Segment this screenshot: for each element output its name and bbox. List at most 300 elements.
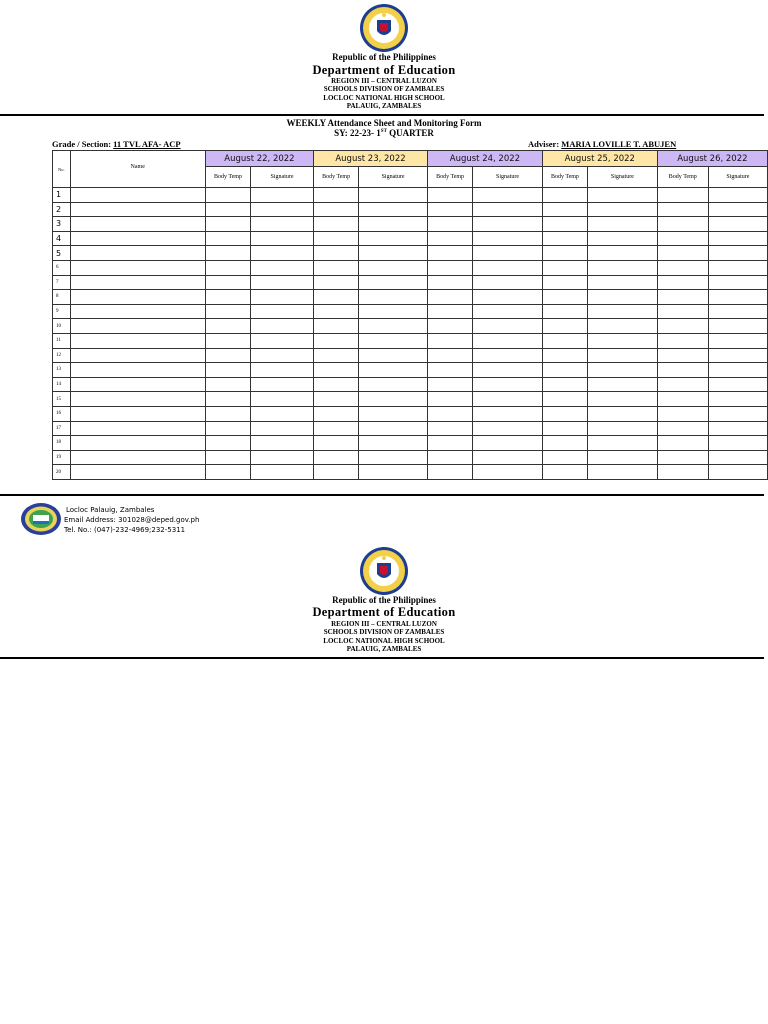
signature-cell[interactable]	[708, 465, 767, 480]
date-header: August 26, 2022	[657, 151, 767, 167]
body-temp-cell[interactable]	[427, 465, 472, 480]
signature-cell[interactable]	[359, 333, 428, 348]
body-temp-cell[interactable]	[427, 246, 472, 261]
signature-cell[interactable]	[251, 246, 314, 261]
body-temp-cell[interactable]	[314, 363, 359, 378]
body-temp-cell[interactable]	[427, 260, 472, 275]
signature-cell[interactable]	[251, 202, 314, 217]
body-temp-cell[interactable]	[205, 436, 250, 451]
region-label: REGION III – CENTRAL LUZON	[331, 620, 437, 628]
signature-cell[interactable]	[359, 246, 428, 261]
body-temp-cell[interactable]	[427, 348, 472, 363]
body-temp-cell[interactable]	[427, 188, 472, 203]
body-temp-cell[interactable]	[657, 260, 708, 275]
body-temp-cell[interactable]	[314, 304, 359, 319]
body-temp-cell[interactable]	[205, 348, 250, 363]
signature-cell[interactable]	[708, 406, 767, 421]
name-cell[interactable]	[70, 319, 205, 334]
body-temp-cell[interactable]	[314, 436, 359, 451]
body-temp-cell[interactable]	[427, 275, 472, 290]
republic-label: Republic of the Philippines	[332, 595, 436, 605]
body-temp-cell[interactable]	[314, 260, 359, 275]
signature-cell[interactable]	[708, 377, 767, 392]
body-temp-cell[interactable]	[205, 450, 250, 465]
adviser	[528, 139, 676, 149]
signature-cell[interactable]	[588, 450, 658, 465]
table-row	[53, 231, 768, 246]
body-temp-cell[interactable]	[542, 275, 587, 290]
body-temp-cell[interactable]	[205, 188, 250, 203]
signature-header: Signature	[708, 167, 767, 188]
table-row	[53, 333, 768, 348]
name-cell[interactable]	[70, 260, 205, 275]
signature-cell[interactable]	[359, 290, 428, 305]
body-temp-cell[interactable]	[205, 231, 250, 246]
signature-cell[interactable]	[588, 260, 658, 275]
body-temp-cell[interactable]	[657, 363, 708, 378]
row-number: 18	[53, 436, 71, 451]
signature-cell[interactable]	[359, 436, 428, 451]
body-temp-cell[interactable]	[427, 406, 472, 421]
signature-cell[interactable]	[588, 217, 658, 232]
body-temp-cell[interactable]	[427, 304, 472, 319]
name-cell[interactable]	[70, 406, 205, 421]
table-row	[53, 392, 768, 407]
body-temp-cell[interactable]	[657, 275, 708, 290]
signature-cell[interactable]	[708, 363, 767, 378]
signature-header: Signature	[251, 167, 314, 188]
signature-cell[interactable]	[588, 202, 658, 217]
body-temp-cell[interactable]	[205, 260, 250, 275]
signature-cell[interactable]	[708, 231, 767, 246]
body-temp-cell[interactable]	[657, 319, 708, 334]
body-temp-header: Body Temp	[314, 167, 359, 188]
body-temp-cell[interactable]	[657, 217, 708, 232]
row-number: 4	[53, 231, 71, 246]
signature-header: Signature	[588, 167, 658, 188]
signature-cell[interactable]	[708, 275, 767, 290]
signature-cell[interactable]	[359, 406, 428, 421]
body-temp-cell[interactable]	[205, 465, 250, 480]
table-row	[53, 406, 768, 421]
body-temp-header: Body Temp	[427, 167, 472, 188]
signature-cell[interactable]	[251, 406, 314, 421]
body-temp-cell[interactable]	[657, 421, 708, 436]
row-number: 9	[53, 304, 71, 319]
signature-cell[interactable]	[251, 290, 314, 305]
signature-cell[interactable]	[588, 377, 658, 392]
signature-cell[interactable]	[473, 231, 543, 246]
signature-cell[interactable]	[473, 290, 543, 305]
table-row	[53, 290, 768, 305]
table-row	[53, 304, 768, 319]
body-temp-cell[interactable]	[205, 363, 250, 378]
body-temp-cell[interactable]	[314, 188, 359, 203]
signature-cell[interactable]	[251, 450, 314, 465]
body-temp-cell[interactable]	[657, 392, 708, 407]
signature-cell[interactable]	[251, 377, 314, 392]
adviser-label: Adviser:	[528, 139, 562, 149]
signature-cell[interactable]	[708, 450, 767, 465]
signature-cell[interactable]	[588, 406, 658, 421]
signature-cell[interactable]	[588, 436, 658, 451]
name-cell[interactable]	[70, 436, 205, 451]
body-temp-cell[interactable]	[314, 450, 359, 465]
department-label: Department of Education	[312, 63, 456, 77]
body-temp-cell[interactable]	[542, 290, 587, 305]
school-year-sup: ST	[380, 129, 387, 134]
body-temp-cell[interactable]	[542, 465, 587, 480]
signature-cell[interactable]	[588, 290, 658, 305]
body-temp-cell[interactable]	[542, 348, 587, 363]
body-temp-cell[interactable]	[542, 304, 587, 319]
body-temp-cell[interactable]	[542, 246, 587, 261]
school-label: LOCLOC NATIONAL HIGH SCHOOL	[323, 637, 445, 645]
signature-cell[interactable]	[251, 275, 314, 290]
location-label: PALAUIG, ZAMBALES	[346, 102, 422, 110]
name-cell[interactable]	[70, 377, 205, 392]
body-temp-cell[interactable]	[205, 275, 250, 290]
row-number: 8	[53, 290, 71, 305]
name-cell[interactable]	[70, 188, 205, 203]
body-temp-cell[interactable]	[314, 406, 359, 421]
signature-cell[interactable]	[359, 421, 428, 436]
table-bottom-divider	[0, 494, 764, 496]
body-temp-cell[interactable]	[205, 246, 250, 261]
body-temp-cell[interactable]	[542, 392, 587, 407]
signature-cell[interactable]	[359, 450, 428, 465]
signature-cell[interactable]	[708, 202, 767, 217]
deped-seal-icon	[359, 546, 409, 596]
signature-cell[interactable]	[251, 333, 314, 348]
body-temp-cell[interactable]	[542, 363, 587, 378]
body-temp-cell[interactable]	[314, 421, 359, 436]
table-row	[53, 348, 768, 363]
signature-cell[interactable]	[708, 333, 767, 348]
footer-address: Locloc Palauig, Zambales	[66, 506, 155, 514]
body-temp-cell[interactable]	[314, 202, 359, 217]
signature-cell[interactable]	[708, 188, 767, 203]
signature-cell[interactable]	[251, 217, 314, 232]
signature-cell[interactable]	[588, 231, 658, 246]
name-cell[interactable]	[70, 275, 205, 290]
signature-cell[interactable]	[473, 260, 543, 275]
body-temp-cell[interactable]	[657, 436, 708, 451]
signature-cell[interactable]	[251, 304, 314, 319]
body-temp-cell[interactable]	[542, 406, 587, 421]
row-number: 19	[53, 450, 71, 465]
signature-cell[interactable]	[473, 246, 543, 261]
signature-cell[interactable]	[359, 319, 428, 334]
body-temp-cell[interactable]	[205, 319, 250, 334]
body-temp-cell[interactable]	[542, 260, 587, 275]
signature-cell[interactable]	[473, 202, 543, 217]
signature-cell[interactable]	[251, 392, 314, 407]
signature-cell[interactable]	[359, 348, 428, 363]
body-temp-cell[interactable]	[205, 406, 250, 421]
signature-cell[interactable]	[359, 188, 428, 203]
body-temp-cell[interactable]	[205, 290, 250, 305]
body-temp-cell[interactable]	[657, 333, 708, 348]
row-number: 16	[53, 406, 71, 421]
name-header: Name	[70, 151, 205, 188]
body-temp-cell[interactable]	[314, 275, 359, 290]
signature-cell[interactable]	[588, 392, 658, 407]
signature-cell[interactable]	[708, 348, 767, 363]
body-temp-cell[interactable]	[657, 450, 708, 465]
body-temp-cell[interactable]	[542, 217, 587, 232]
name-cell[interactable]	[70, 304, 205, 319]
table-row	[53, 465, 768, 480]
body-temp-cell[interactable]	[314, 348, 359, 363]
body-temp-cell[interactable]	[314, 290, 359, 305]
signature-cell[interactable]	[359, 363, 428, 378]
signature-cell[interactable]	[251, 231, 314, 246]
body-temp-cell[interactable]	[542, 202, 587, 217]
body-temp-cell[interactable]	[314, 333, 359, 348]
signature-cell[interactable]	[588, 319, 658, 334]
table-row	[53, 377, 768, 392]
division-label: SCHOOLS DIVISION OF ZAMBALES	[323, 85, 445, 93]
signature-cell[interactable]	[251, 348, 314, 363]
body-temp-cell[interactable]	[427, 319, 472, 334]
body-temp-cell[interactable]	[427, 450, 472, 465]
name-cell[interactable]	[70, 392, 205, 407]
table-row	[53, 202, 768, 217]
table-row	[53, 421, 768, 436]
attendance-table	[52, 150, 768, 480]
signature-cell[interactable]	[588, 348, 658, 363]
body-temp-cell[interactable]	[205, 333, 250, 348]
grade-section-label: Grade / Section:	[52, 139, 114, 149]
no-header: No.	[53, 151, 71, 188]
signature-cell[interactable]	[251, 319, 314, 334]
signature-cell[interactable]	[359, 275, 428, 290]
row-number: 17	[53, 421, 71, 436]
body-temp-cell[interactable]	[427, 231, 472, 246]
republic-label: Republic of the Philippines	[332, 52, 436, 62]
body-temp-cell[interactable]	[314, 231, 359, 246]
signature-cell[interactable]	[708, 421, 767, 436]
signature-cell[interactable]	[473, 450, 543, 465]
signature-cell[interactable]	[473, 275, 543, 290]
signature-cell[interactable]	[473, 421, 543, 436]
department-label: Department of Education	[312, 605, 456, 619]
signature-cell[interactable]	[359, 217, 428, 232]
signature-cell[interactable]	[473, 377, 543, 392]
signature-cell[interactable]	[359, 392, 428, 407]
signature-cell[interactable]	[473, 217, 543, 232]
body-temp-cell[interactable]	[542, 231, 587, 246]
signature-cell[interactable]	[708, 436, 767, 451]
signature-header: Signature	[359, 167, 428, 188]
body-temp-cell[interactable]	[427, 392, 472, 407]
body-temp-cell[interactable]	[657, 202, 708, 217]
signature-cell[interactable]	[359, 304, 428, 319]
body-temp-cell[interactable]	[427, 290, 472, 305]
name-cell[interactable]	[70, 348, 205, 363]
table-row	[53, 217, 768, 232]
signature-cell[interactable]	[251, 465, 314, 480]
body-temp-cell[interactable]	[205, 217, 250, 232]
body-temp-cell[interactable]	[542, 333, 587, 348]
body-temp-cell[interactable]	[657, 406, 708, 421]
body-temp-cell[interactable]	[314, 217, 359, 232]
body-temp-cell[interactable]	[657, 348, 708, 363]
signature-cell[interactable]	[588, 363, 658, 378]
signature-cell[interactable]	[473, 392, 543, 407]
body-temp-cell[interactable]	[657, 465, 708, 480]
signature-cell[interactable]	[588, 304, 658, 319]
name-cell[interactable]	[70, 450, 205, 465]
row-number: 1	[53, 188, 71, 203]
signature-cell[interactable]	[588, 465, 658, 480]
name-cell[interactable]	[70, 246, 205, 261]
signature-cell[interactable]	[708, 304, 767, 319]
body-temp-cell[interactable]	[427, 202, 472, 217]
signature-cell[interactable]	[473, 465, 543, 480]
footer-email: Email Address: 301028@deped.gov.ph	[64, 516, 200, 524]
signature-cell[interactable]	[588, 421, 658, 436]
name-cell[interactable]	[70, 363, 205, 378]
name-cell[interactable]	[70, 421, 205, 436]
body-temp-cell[interactable]	[205, 377, 250, 392]
signature-cell[interactable]	[708, 392, 767, 407]
signature-cell[interactable]	[251, 188, 314, 203]
body-temp-cell[interactable]	[314, 319, 359, 334]
date-header: August 25, 2022	[542, 151, 657, 167]
signature-cell[interactable]	[473, 436, 543, 451]
body-temp-cell[interactable]	[657, 231, 708, 246]
signature-cell[interactable]	[708, 217, 767, 232]
row-number: 7	[53, 275, 71, 290]
signature-cell[interactable]	[359, 465, 428, 480]
signature-cell[interactable]	[588, 333, 658, 348]
body-temp-cell[interactable]	[542, 188, 587, 203]
name-cell[interactable]	[70, 217, 205, 232]
signature-cell[interactable]	[708, 319, 767, 334]
body-temp-cell[interactable]	[205, 392, 250, 407]
row-number: 11	[53, 333, 71, 348]
row-number: 15	[53, 392, 71, 407]
name-cell[interactable]	[70, 231, 205, 246]
signature-cell[interactable]	[251, 436, 314, 451]
name-cell[interactable]	[70, 290, 205, 305]
signature-cell[interactable]	[473, 406, 543, 421]
signature-cell[interactable]	[588, 275, 658, 290]
deped-seal-icon	[359, 3, 409, 53]
signature-cell[interactable]	[251, 363, 314, 378]
adviser-value: MARIA LOVILLE T. ABUJEN	[561, 139, 677, 149]
body-temp-cell[interactable]	[205, 304, 250, 319]
signature-cell[interactable]	[473, 304, 543, 319]
signature-cell[interactable]	[359, 377, 428, 392]
school-label: LOCLOC NATIONAL HIGH SCHOOL	[323, 94, 445, 102]
signature-cell[interactable]	[359, 260, 428, 275]
row-number: 6	[53, 260, 71, 275]
signature-cell[interactable]	[473, 348, 543, 363]
body-temp-cell[interactable]	[427, 217, 472, 232]
row-number: 3	[53, 217, 71, 232]
grade-section	[52, 139, 181, 149]
date-header: August 22, 2022	[205, 151, 313, 167]
body-temp-header: Body Temp	[205, 167, 250, 188]
body-temp-cell[interactable]	[542, 421, 587, 436]
body-temp-cell[interactable]	[205, 202, 250, 217]
school-year	[0, 127, 768, 138]
row-number: 14	[53, 377, 71, 392]
signature-header: Signature	[473, 167, 543, 188]
signature-cell[interactable]	[359, 202, 428, 217]
table-row	[53, 319, 768, 334]
body-temp-cell[interactable]	[542, 319, 587, 334]
body-temp-cell[interactable]	[205, 421, 250, 436]
body-temp-cell[interactable]	[314, 392, 359, 407]
row-number: 20	[53, 465, 71, 480]
signature-cell[interactable]	[588, 188, 658, 203]
body-temp-cell[interactable]	[427, 363, 472, 378]
header-divider	[0, 114, 764, 116]
quarter-text: QUARTER	[386, 128, 434, 138]
date-header: August 23, 2022	[314, 151, 428, 167]
body-temp-cell[interactable]	[427, 436, 472, 451]
body-temp-cell[interactable]	[542, 450, 587, 465]
body-temp-cell[interactable]	[657, 188, 708, 203]
row-number: 2	[53, 202, 71, 217]
body-temp-cell[interactable]	[314, 465, 359, 480]
signature-cell[interactable]	[473, 188, 543, 203]
school-year-text: SY: 22-23- 1	[334, 128, 381, 138]
body-temp-cell[interactable]	[314, 246, 359, 261]
signature-cell[interactable]	[708, 290, 767, 305]
signature-cell[interactable]	[473, 333, 543, 348]
row-number: 13	[53, 363, 71, 378]
form-title: WEEKLY Attendance Sheet and Monitoring Form	[286, 118, 482, 128]
body-temp-cell[interactable]	[657, 377, 708, 392]
table-row	[53, 363, 768, 378]
body-temp-cell[interactable]	[542, 377, 587, 392]
row-number: 10	[53, 319, 71, 334]
signature-cell[interactable]	[588, 246, 658, 261]
body-temp-cell[interactable]	[427, 333, 472, 348]
location-label: PALAUIG, ZAMBALES	[346, 645, 422, 653]
table-row	[53, 188, 768, 203]
school-logo-icon	[20, 502, 62, 536]
signature-cell[interactable]	[473, 363, 543, 378]
signature-cell[interactable]	[251, 421, 314, 436]
name-cell[interactable]	[70, 202, 205, 217]
body-temp-cell[interactable]	[542, 436, 587, 451]
table-row	[53, 275, 768, 290]
region-label: REGION III – CENTRAL LUZON	[331, 77, 437, 85]
signature-cell[interactable]	[251, 260, 314, 275]
header-divider	[0, 657, 764, 659]
signature-cell[interactable]	[708, 260, 767, 275]
body-temp-header: Body Temp	[657, 167, 708, 188]
body-temp-cell[interactable]	[657, 246, 708, 261]
body-temp-cell[interactable]	[427, 421, 472, 436]
signature-cell[interactable]	[359, 231, 428, 246]
name-cell[interactable]	[70, 333, 205, 348]
body-temp-cell[interactable]	[427, 377, 472, 392]
body-temp-cell[interactable]	[657, 304, 708, 319]
body-temp-cell[interactable]	[657, 290, 708, 305]
name-cell[interactable]	[70, 465, 205, 480]
body-temp-cell[interactable]	[314, 377, 359, 392]
signature-cell[interactable]	[473, 319, 543, 334]
body-temp-header: Body Temp	[542, 167, 587, 188]
signature-cell[interactable]	[708, 246, 767, 261]
